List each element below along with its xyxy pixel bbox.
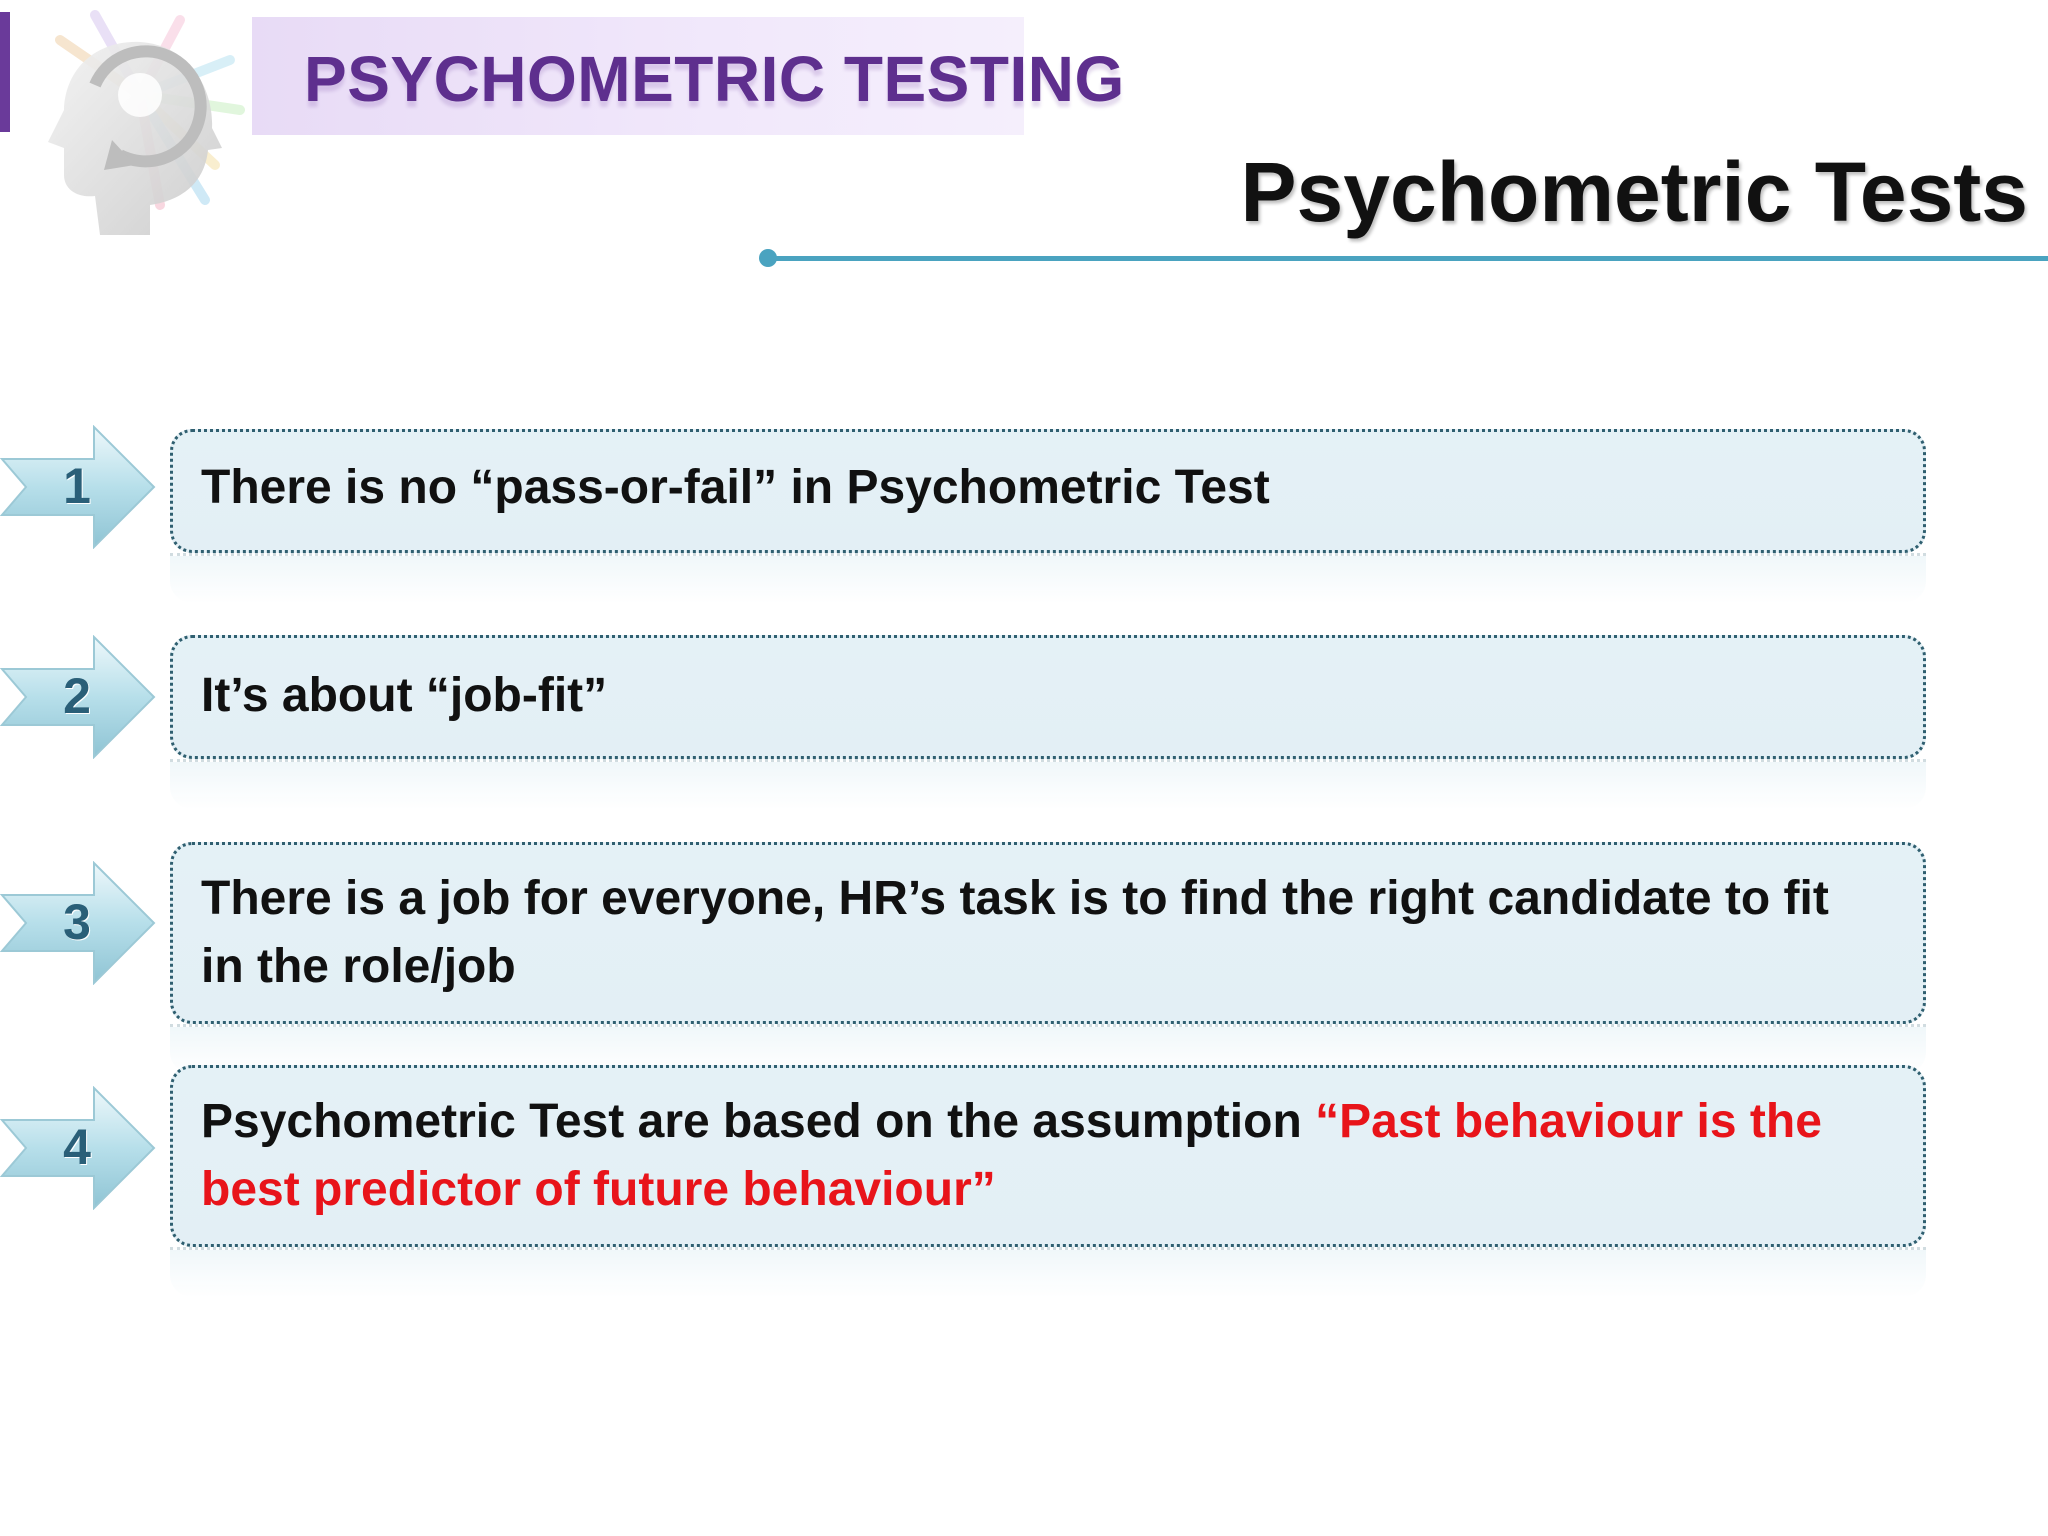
item-number: 4 [63, 1119, 91, 1175]
item-text [201, 1088, 1873, 1224]
title-underline [768, 256, 2048, 261]
list-item [0, 635, 1940, 805]
head-profile-logo-icon [0, 0, 260, 250]
item-text: There is no “pass-or-fail” in Psychometric Test [201, 461, 1270, 514]
item-box [170, 429, 1926, 553]
item-box [170, 1065, 1926, 1247]
item-number: 2 [63, 668, 91, 724]
brand-title: PSYCHOMETRIC TESTING [304, 43, 1125, 115]
item-text: It’s about “job-fit” [201, 669, 608, 722]
list-item [0, 425, 1940, 595]
item-text-highlight: “Past behaviour is the best predictor of future behaviour” [201, 1095, 1822, 1216]
item-reflection [170, 553, 1926, 603]
item-number: 1 [63, 458, 91, 514]
item-reflection [170, 1247, 1926, 1297]
item-box [170, 635, 1926, 759]
item-box [170, 842, 1926, 1024]
slide-title: Psychometric Tests [1240, 145, 2028, 239]
list-item [0, 855, 1940, 1075]
item-reflection [170, 759, 1926, 809]
item-text-plain: Psychometric Test are based on the assumption [201, 1095, 1316, 1148]
list-item [0, 1080, 1940, 1310]
item-number: 3 [63, 894, 91, 950]
item-text: There is a job for everyone, HR’s task is to find the right candidate to fit in the role/job [201, 872, 1829, 993]
